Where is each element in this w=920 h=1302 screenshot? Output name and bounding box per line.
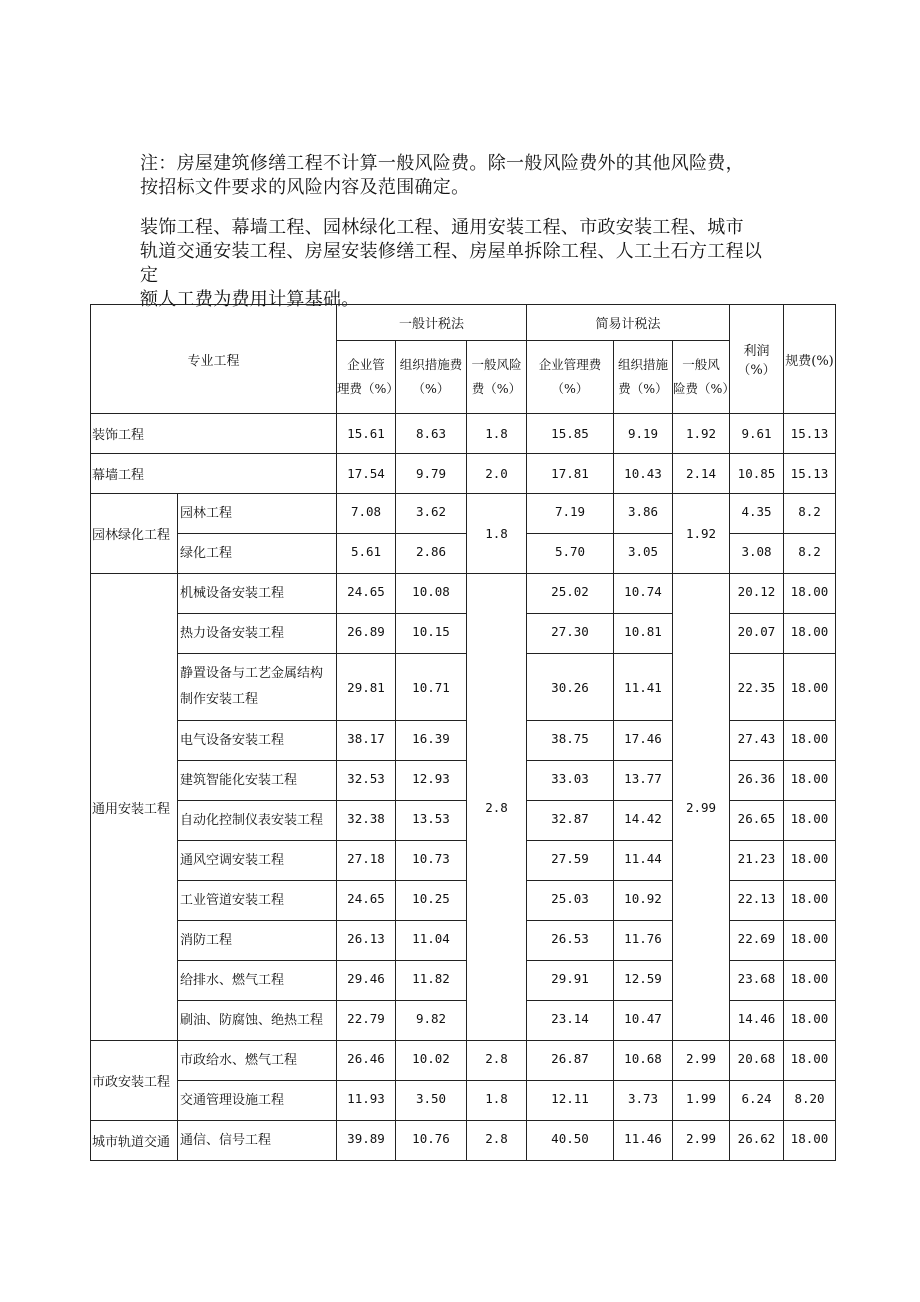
cell-value: 10.73 <box>396 841 467 881</box>
cell-value: 2.14 <box>673 454 730 494</box>
cell-value: 38.75 <box>527 721 614 761</box>
table-row <box>91 574 836 614</box>
cell-value: 2.99 <box>673 1121 730 1161</box>
group-label: 园林绿化工程 <box>91 494 178 574</box>
cell-value: 25.02 <box>527 574 614 614</box>
cell-value: 2.8 <box>467 1041 527 1081</box>
table-row <box>91 454 836 494</box>
cell-value: 24.65 <box>337 881 396 921</box>
cell-value: 10.02 <box>396 1041 467 1081</box>
cell-value: 1.92 <box>673 414 730 454</box>
cell-value: 11.76 <box>614 921 673 961</box>
cell-value: 12.11 <box>527 1081 614 1121</box>
row-label: 通风空调安装工程 <box>178 841 337 881</box>
cell-value: 6.24 <box>730 1081 784 1121</box>
header-simple-tax: 简易计税法 <box>527 305 730 341</box>
cell-value: 1.8 <box>467 414 527 454</box>
cell-value: 24.65 <box>337 574 396 614</box>
cell-value: 10.76 <box>396 1121 467 1161</box>
cell-value: 8.2 <box>784 534 836 574</box>
cell-value: 11.41 <box>614 654 673 721</box>
cell-value: 18.00 <box>784 761 836 801</box>
cell-value: 10.08 <box>396 574 467 614</box>
cell-value: 15.13 <box>784 414 836 454</box>
group-label: 城市轨道交通 <box>91 1121 178 1161</box>
cell-value: 15.85 <box>527 414 614 454</box>
cell-value: 14.42 <box>614 801 673 841</box>
cell-value: 18.00 <box>784 921 836 961</box>
basis-paragraph: 装饰工程、幕墙工程、园林绿化工程、通用安装工程、市政安装工程、城市 轨道交通安装工程、房屋安装修缮工程、房屋单拆除工程、人工土石方工程以定 额人工费为费用计算基础。 <box>140 217 763 310</box>
cell-value: 22.35 <box>730 654 784 721</box>
cell-value: 11.82 <box>396 961 467 1001</box>
cell-value: 11.44 <box>614 841 673 881</box>
cell-value: 10.15 <box>396 614 467 654</box>
header-mgmt-fee: 企业管 理费（%） <box>337 341 396 414</box>
row-label: 市政给水、燃气工程 <box>178 1041 337 1081</box>
row-label: 刷油、防腐蚀、绝热工程 <box>178 1001 337 1041</box>
cell-value: 22.69 <box>730 921 784 961</box>
cell-value: 2.99 <box>673 574 730 1041</box>
cell-value: 10.85 <box>730 454 784 494</box>
cell-value: 29.46 <box>337 961 396 1001</box>
cell-value: 16.39 <box>396 721 467 761</box>
cell-value: 10.74 <box>614 574 673 614</box>
cell-value: 18.00 <box>784 961 836 1001</box>
cell-value: 1.8 <box>467 1081 527 1121</box>
cell-value: 26.89 <box>337 614 396 654</box>
cell-value: 17.81 <box>527 454 614 494</box>
row-label: 建筑智能化安装工程 <box>178 761 337 801</box>
cell-value: 2.99 <box>673 1041 730 1081</box>
cell-value: 15.61 <box>337 414 396 454</box>
cell-value: 3.05 <box>614 534 673 574</box>
cell-value: 38.17 <box>337 721 396 761</box>
cell-value: 17.54 <box>337 454 396 494</box>
cell-value: 10.68 <box>614 1041 673 1081</box>
cell-value: 9.19 <box>614 414 673 454</box>
cell-value: 25.03 <box>527 881 614 921</box>
cell-value: 17.46 <box>614 721 673 761</box>
cell-value: 7.08 <box>337 494 396 534</box>
cell-value: 5.61 <box>337 534 396 574</box>
cell-value: 13.77 <box>614 761 673 801</box>
table-row <box>91 494 836 534</box>
cell-value: 1.92 <box>673 494 730 574</box>
cell-value: 20.12 <box>730 574 784 614</box>
cell-value: 2.8 <box>467 1121 527 1161</box>
row-label: 装饰工程 <box>91 414 337 454</box>
row-label: 消防工程 <box>178 921 337 961</box>
cell-value: 18.00 <box>784 614 836 654</box>
cell-value: 12.93 <box>396 761 467 801</box>
fee-rate-table <box>90 304 836 1161</box>
header-general-tax: 一般计税法 <box>337 305 527 341</box>
header-mgmt-fee-simple: 企业管理费 （%） <box>527 341 614 414</box>
header-risk-fee: 一般风险 费（%） <box>467 341 527 414</box>
cell-value: 27.30 <box>527 614 614 654</box>
cell-value: 2.86 <box>396 534 467 574</box>
cell-value: 18.00 <box>784 1121 836 1161</box>
table-row <box>91 414 836 454</box>
row-label: 园林工程 <box>178 494 337 534</box>
cell-value: 14.46 <box>730 1001 784 1041</box>
cell-value: 10.92 <box>614 881 673 921</box>
cell-value: 9.61 <box>730 414 784 454</box>
cell-value: 12.59 <box>614 961 673 1001</box>
cell-value: 3.50 <box>396 1081 467 1121</box>
group-label: 通用安装工程 <box>91 574 178 1041</box>
row-label: 工业管道安装工程 <box>178 881 337 921</box>
cell-value: 26.87 <box>527 1041 614 1081</box>
cell-value: 10.81 <box>614 614 673 654</box>
cell-value: 3.08 <box>730 534 784 574</box>
cell-value: 32.38 <box>337 801 396 841</box>
header-profit: 利润（%） <box>730 305 784 414</box>
cell-value: 26.46 <box>337 1041 396 1081</box>
cell-value: 9.82 <box>396 1001 467 1041</box>
cell-value: 29.91 <box>527 961 614 1001</box>
row-label: 自动化控制仪表安装工程 <box>178 801 337 841</box>
cell-value: 18.00 <box>784 1041 836 1081</box>
cell-value: 11.04 <box>396 921 467 961</box>
cell-value: 11.46 <box>614 1121 673 1161</box>
header-risk-fee-simple: 一般风 险费（%） <box>673 341 730 414</box>
table-row <box>91 1121 836 1161</box>
cell-value: 11.93 <box>337 1081 396 1121</box>
cell-value: 20.68 <box>730 1041 784 1081</box>
cell-value: 30.26 <box>527 654 614 721</box>
cell-value: 8.20 <box>784 1081 836 1121</box>
cell-value: 8.63 <box>396 414 467 454</box>
cell-value: 22.13 <box>730 881 784 921</box>
cell-value: 5.70 <box>527 534 614 574</box>
cell-value: 26.13 <box>337 921 396 961</box>
cell-value: 13.53 <box>396 801 467 841</box>
cell-value: 2.0 <box>467 454 527 494</box>
header-measure-fee-simple: 组织措施 费（%） <box>614 341 673 414</box>
cell-value: 1.8 <box>467 494 527 574</box>
cell-value: 3.62 <box>396 494 467 534</box>
row-label: 静置设备与工艺金属结构 制作安装工程 <box>178 654 337 721</box>
cell-value: 7.19 <box>527 494 614 534</box>
table-row <box>91 1041 836 1081</box>
cell-value: 32.87 <box>527 801 614 841</box>
cell-value: 18.00 <box>784 574 836 614</box>
cell-value: 10.43 <box>614 454 673 494</box>
row-label: 幕墙工程 <box>91 454 337 494</box>
cell-value: 29.81 <box>337 654 396 721</box>
cell-value: 3.73 <box>614 1081 673 1121</box>
cell-value: 18.00 <box>784 721 836 761</box>
row-label: 热力设备安装工程 <box>178 614 337 654</box>
cell-value: 32.53 <box>337 761 396 801</box>
cell-value: 26.53 <box>527 921 614 961</box>
cell-value: 21.23 <box>730 841 784 881</box>
cell-value: 27.18 <box>337 841 396 881</box>
cell-value: 27.59 <box>527 841 614 881</box>
group-label: 市政安装工程 <box>91 1041 178 1121</box>
cell-value: 20.07 <box>730 614 784 654</box>
cell-value: 26.65 <box>730 801 784 841</box>
cell-value: 23.14 <box>527 1001 614 1041</box>
cell-value: 23.68 <box>730 961 784 1001</box>
note-paragraph: 注：房屋建筑修缮工程不计算一般风险费。除一般风险费外的其他风险费， 按招标文件要求的风险内容及范围确定。 <box>140 153 744 198</box>
cell-value: 18.00 <box>784 1001 836 1041</box>
cell-value: 18.00 <box>784 654 836 721</box>
cell-value: 39.89 <box>337 1121 396 1161</box>
cell-value: 18.00 <box>784 841 836 881</box>
cell-value: 26.36 <box>730 761 784 801</box>
cell-value: 9.79 <box>396 454 467 494</box>
row-label: 绿化工程 <box>178 534 337 574</box>
cell-value: 10.71 <box>396 654 467 721</box>
cell-value: 3.86 <box>614 494 673 534</box>
row-label: 通信、信号工程 <box>178 1121 337 1161</box>
row-label: 交通管理设施工程 <box>178 1081 337 1121</box>
row-label: 电气设备安装工程 <box>178 721 337 761</box>
cell-value: 26.62 <box>730 1121 784 1161</box>
cell-value: 18.00 <box>784 801 836 841</box>
cell-value: 10.47 <box>614 1001 673 1041</box>
cell-value: 4.35 <box>730 494 784 534</box>
cell-value: 2.8 <box>467 574 527 1041</box>
cell-value: 15.13 <box>784 454 836 494</box>
cell-value: 8.2 <box>784 494 836 534</box>
header-fees: 规费(%) <box>784 305 836 414</box>
cell-value: 40.50 <box>527 1121 614 1161</box>
row-label: 机械设备安装工程 <box>178 574 337 614</box>
cell-value: 1.99 <box>673 1081 730 1121</box>
row-label: 给排水、燃气工程 <box>178 961 337 1001</box>
cell-value: 18.00 <box>784 881 836 921</box>
header-measure-fee: 组织措施费 （%） <box>396 341 467 414</box>
cell-value: 10.25 <box>396 881 467 921</box>
table-row <box>91 1081 836 1121</box>
cell-value: 27.43 <box>730 721 784 761</box>
cell-value: 22.79 <box>337 1001 396 1041</box>
cell-value: 33.03 <box>527 761 614 801</box>
header-specialty: 专业工程 <box>91 305 337 414</box>
